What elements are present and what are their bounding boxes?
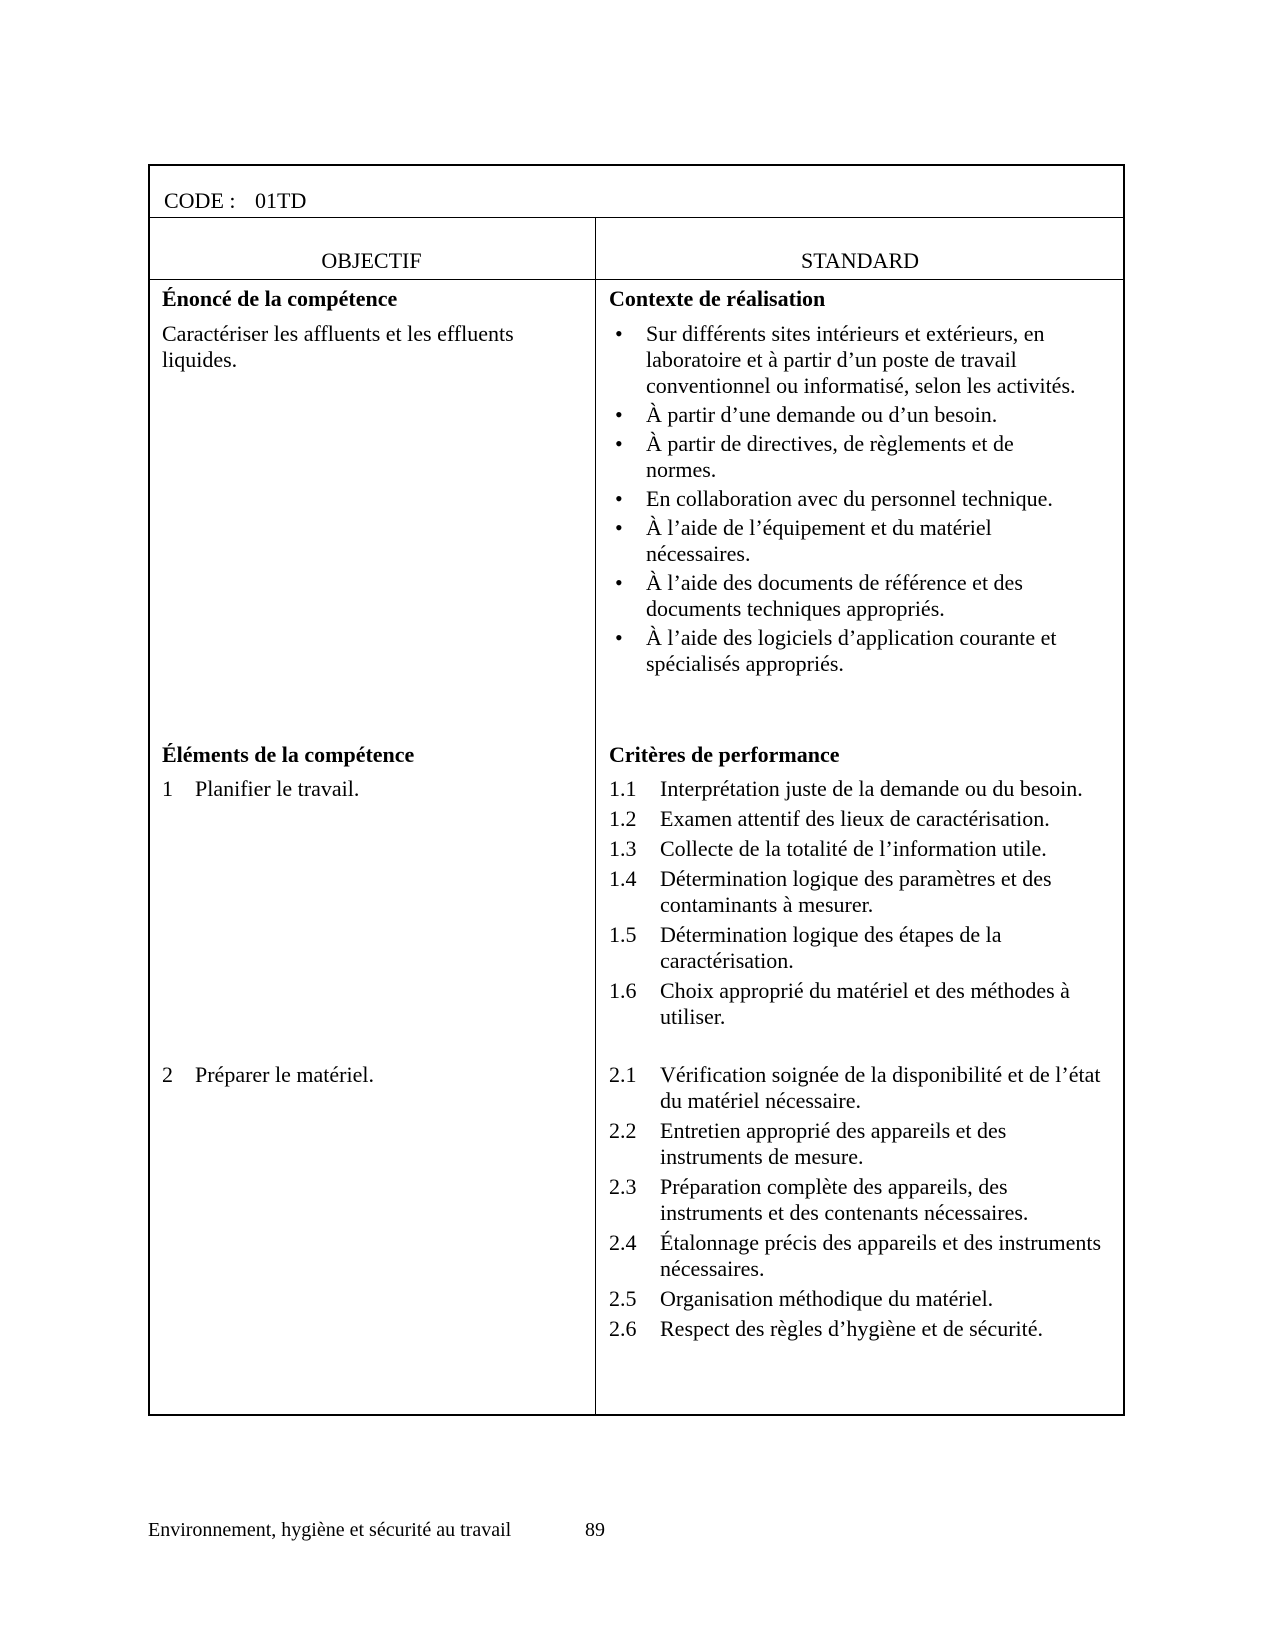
list-item [609, 625, 1089, 677]
enonce-text: Caractériser les affluents et les effluents liquides. [162, 321, 514, 372]
criterion-number: 1.5 [609, 922, 637, 947]
criterion-text: Choix approprié du matériel et des méthodes à utiliser. [660, 978, 1070, 1029]
criterion [609, 1286, 1109, 1312]
criterion-text: Détermination logique des paramètres et des contaminants à mesurer. [660, 866, 1052, 917]
list-item [609, 486, 1089, 512]
element-item [162, 776, 359, 802]
divider [148, 279, 1125, 280]
header-objectif: OBJECTIF [321, 248, 422, 273]
criterion-text: Détermination logique des étapes de la caractérisation. [660, 922, 1002, 973]
criterion-number: 2.4 [609, 1230, 637, 1255]
list-item [609, 321, 1089, 399]
criterion [609, 806, 1109, 832]
criterion-number: 2.1 [609, 1062, 637, 1087]
element-number: 2 [162, 1062, 173, 1087]
criterion [609, 866, 1109, 918]
bullet-icon: • [615, 402, 623, 427]
criterion-text: Respect des règles d’hygiène et de sécurité. [660, 1316, 1044, 1341]
criterion-number: 2.5 [609, 1286, 637, 1311]
enonce-heading: Énoncé de la compétence [162, 286, 398, 311]
element-label: Planifier le travail. [195, 776, 360, 801]
item-text: En collaboration avec du personnel technique. [646, 486, 1053, 511]
list-item [609, 431, 1089, 483]
criterion-text: Étalonnage précis des appareils et des instruments nécessaires. [660, 1230, 1102, 1281]
item-text: À l’aide de l’équipement et du matériel nécessaires. [646, 515, 992, 566]
criterion-text: Organisation méthodique du matériel. [660, 1286, 994, 1311]
criterion-text: Collecte de la totalité de l’information utile. [660, 836, 1047, 861]
criterion [609, 922, 1109, 974]
criterion-text: Entretien approprié des appareils et des instruments de mesure. [660, 1118, 1007, 1169]
bullet-icon: • [615, 431, 623, 456]
bullet-icon: • [615, 515, 623, 540]
criterion [609, 1118, 1109, 1170]
header-standard: STANDARD [800, 248, 920, 273]
criteria-group-1 [609, 776, 1109, 1034]
criterion [609, 1230, 1109, 1282]
divider [148, 217, 1125, 218]
code-value: 01TD [255, 188, 307, 213]
element-number: 1 [162, 776, 173, 801]
criterion-number: 2.3 [609, 1174, 637, 1199]
criterion-text: Préparation complète des appareils, des instruments et des contenants nécessaires. [660, 1174, 1029, 1225]
criterion [609, 836, 1109, 862]
list-item [609, 515, 1089, 567]
criterion-number: 2.2 [609, 1118, 637, 1143]
bullet-icon: • [615, 625, 623, 650]
item-text: À l’aide des documents de référence et des documents techniques appropriés. [646, 570, 1023, 621]
criterion-number: 1.1 [609, 776, 637, 801]
criterion-text: Examen attentif des lieux de caractérisation. [660, 806, 1050, 831]
criterion-text: Interprétation juste de la demande ou du besoin. [660, 776, 1083, 801]
criteria-group-2 [609, 1062, 1109, 1346]
column-divider [595, 217, 596, 1416]
code-label: CODE : [164, 188, 236, 213]
item-text: À partir d’une demande ou d’un besoin. [646, 402, 998, 427]
item-text: Sur différents sites intérieurs et extérieurs, en laboratoire et à partir d’un poste de travail conventionnel ou informatisé, selon les activités. [646, 321, 1076, 398]
criterion [609, 978, 1109, 1030]
item-text: À l’aide des logiciels d’application courante et spécialisés appropriés. [646, 625, 1057, 676]
item-text: À partir de directives, de règlements et de normes. [646, 431, 1014, 482]
criterion-number: 1.3 [609, 836, 637, 861]
footer-title: Environnement, hygiène et sécurité au travail [148, 1519, 512, 1541]
criterion-number: 1.6 [609, 978, 637, 1003]
list-item [609, 570, 1089, 622]
bullet-icon: • [615, 486, 623, 511]
contexte-heading: Contexte de réalisation [609, 286, 826, 311]
criterion-number: 2.6 [609, 1316, 637, 1341]
bullet-icon: • [615, 321, 623, 346]
criterion-text: Vérification soignée de la disponibilité et de l’état du matériel nécessaire. [660, 1062, 1101, 1113]
list-item [609, 402, 1089, 428]
elements-heading: Éléments de la compétence [162, 742, 415, 767]
element-item [162, 1062, 374, 1088]
code-row [164, 188, 306, 214]
criterion [609, 1174, 1109, 1226]
element-label: Préparer le matériel. [195, 1062, 374, 1087]
criterion [609, 1062, 1109, 1114]
criteres-heading: Critères de performance [609, 742, 840, 767]
criterion [609, 776, 1109, 802]
contexte-list [609, 321, 1089, 677]
criterion [609, 1316, 1109, 1342]
page-number: 89 [585, 1519, 605, 1541]
criterion-number: 1.2 [609, 806, 637, 831]
criterion-number: 1.4 [609, 866, 637, 891]
bullet-icon: • [615, 570, 623, 595]
